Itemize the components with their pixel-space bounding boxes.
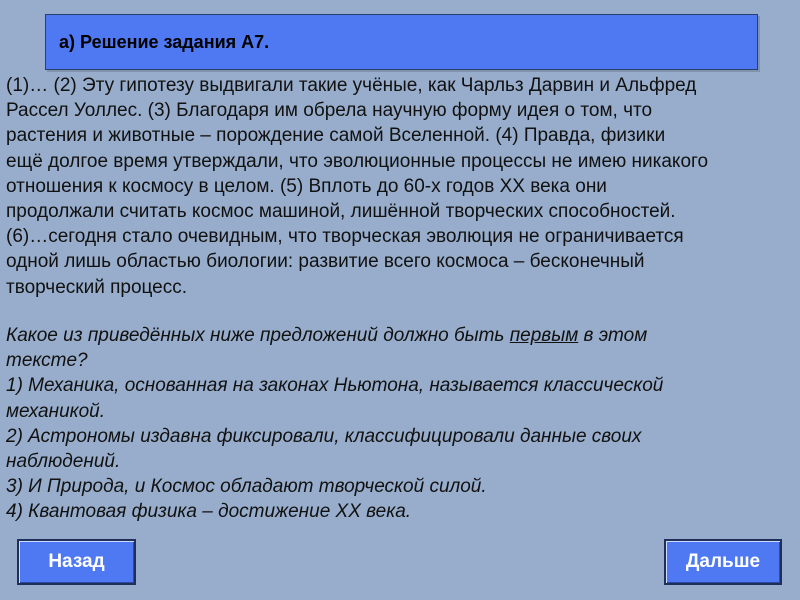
back-button-label: Назад xyxy=(48,551,105,572)
title-banner xyxy=(45,14,758,70)
passage-line: Рассел Уоллес. (3) Благодаря им обрела научную форму идея о том, что xyxy=(6,100,653,122)
question-block xyxy=(6,323,791,525)
next-button-label: Дальше xyxy=(685,551,761,572)
answer-option: 2) Астрономы издавна фиксировали, классифицировали данные своих xyxy=(6,425,642,447)
task-title: а) Решение задания А7. xyxy=(59,32,270,52)
answer-option: 4) Квантовая физика – достижение XX века. xyxy=(6,501,412,523)
question-prompt-start: Какое из приведённых ниже предложений должно быть xyxy=(6,325,510,346)
passage-line: продолжали считать космос машиной, лишённой творческих способностей. xyxy=(6,201,676,223)
passage-line: творческий процесс. xyxy=(6,276,188,298)
answer-option: 1) Механика, основанная на законах Ньютона, называется классической xyxy=(6,375,664,397)
passage-line: одной лишь областью биологии: развитие всего космоса – бесконечный xyxy=(6,251,645,273)
answer-option: 3) И Природа, и Космос обладают творческой силой. xyxy=(6,476,487,498)
passage-line: растения и животные – порождение самой Вселенной. (4) Правда, физики xyxy=(6,125,666,147)
answer-option: наблюдений. xyxy=(6,451,121,473)
answer-option: механикой. xyxy=(6,400,106,422)
question-prompt xyxy=(6,323,791,348)
passage-line: (6)…сегодня стало очевидным, что творческая эволюция не ограничивается xyxy=(6,226,684,248)
next-button[interactable] xyxy=(664,539,782,585)
question-emphasis: первым xyxy=(509,325,579,346)
passage-line: отношения к космосу в целом. (5) Вплоть до 60-х годов XX века они xyxy=(6,175,607,197)
text-passage xyxy=(6,73,791,300)
passage-line: (1)… (2) Эту гипотезу выдвигали такие учёные, как Чарльз Дарвин и Альфред xyxy=(6,75,697,96)
question-prompt-line2: тексте? xyxy=(6,350,88,372)
back-button[interactable] xyxy=(17,539,136,585)
passage-line: ещё долгое время утверждали, что эволюционные процессы не имею никакого xyxy=(6,150,709,172)
question-prompt-end: в этом xyxy=(578,325,648,346)
